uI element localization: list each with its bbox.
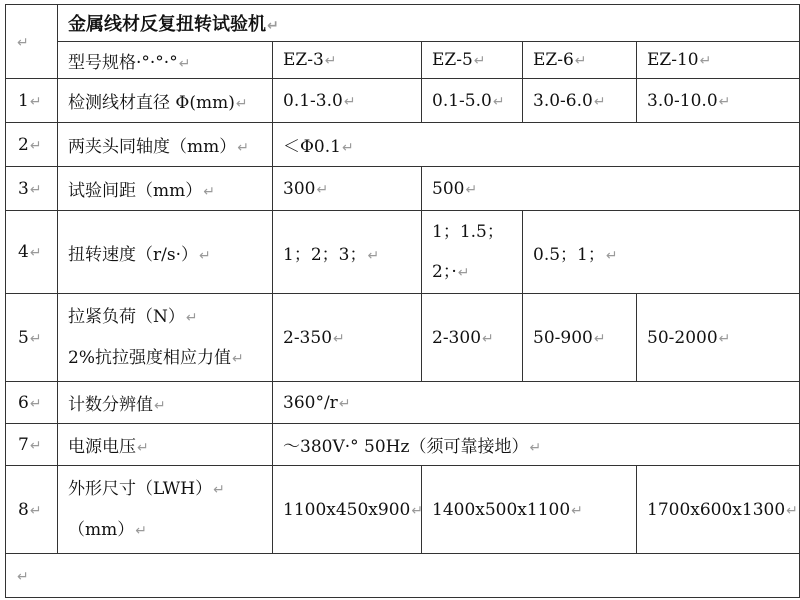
value-cell: 1；1.5； 2；·↵	[422, 211, 523, 294]
row-number: 3↵	[6, 167, 58, 211]
table-row	[6, 79, 800, 123]
table-row	[6, 5, 800, 42]
table-row	[6, 211, 800, 294]
row-name: 计数分辨值↵	[58, 382, 273, 424]
empty-footer-cell: ↵	[6, 554, 800, 598]
table-row	[6, 123, 800, 167]
table-row	[6, 424, 800, 466]
value-cell: 3.0-6.0↵	[523, 79, 637, 123]
table-row	[6, 382, 800, 424]
row-number: 4↵	[6, 211, 58, 294]
row-number: 5↵	[6, 294, 58, 382]
model-label: 型号规格·°·°·°↵	[58, 42, 273, 79]
row-number: 8↵	[6, 466, 58, 554]
value-cell: 1；2；3；↵	[273, 211, 422, 294]
table-row	[6, 42, 800, 79]
row-number: 1↵	[6, 79, 58, 123]
model-cell: EZ-5↵	[422, 42, 523, 79]
row-name: 两夹头同轴度（mm）↵	[58, 123, 273, 167]
model-cell: EZ-10↵	[637, 42, 800, 79]
value-cell: 50-900↵	[523, 294, 637, 382]
value-cell: 500↵	[422, 167, 800, 211]
value-cell: 300↵	[273, 167, 422, 211]
value-cell: ～380V·° 50Hz（须可靠接地）↵	[273, 424, 800, 466]
model-cell: EZ-6↵	[523, 42, 637, 79]
value-cell: 1100x450x900↵	[273, 466, 422, 554]
row-number: 2↵	[6, 123, 58, 167]
corner-cell: ↵	[6, 5, 58, 79]
row-number: 6↵	[6, 382, 58, 424]
value-cell: 0.1-5.0↵	[422, 79, 523, 123]
row-name: 扭转速度（r/s·）↵	[58, 211, 273, 294]
value-cell: 3.0-10.0↵	[637, 79, 800, 123]
table-title: 金属线材反复扭转试验机↵	[58, 5, 800, 42]
value-cell: 2-350↵	[273, 294, 422, 382]
table-row	[6, 294, 800, 382]
value-cell: 50-2000↵	[637, 294, 800, 382]
table-row	[6, 554, 800, 598]
row-name: 外形尺寸（LWH）↵ （mm）↵	[58, 466, 273, 554]
value-cell: ＜Φ0.1↵	[273, 123, 800, 167]
value-cell: 0.1-3.0↵	[273, 79, 422, 123]
spec-table	[5, 4, 800, 598]
row-name: 试验间距（mm）↵	[58, 167, 273, 211]
row-number: 7↵	[6, 424, 58, 466]
value-cell: 1700x600x1300↵	[637, 466, 800, 554]
model-cell: EZ-3↵	[273, 42, 422, 79]
table-row	[6, 167, 800, 211]
value-cell: 1400x500x1100↵	[422, 466, 637, 554]
value-cell: 360°/r↵	[273, 382, 800, 424]
row-name: 拉紧负荷（N）↵ 2%抗拉强度相应力值↵	[58, 294, 273, 382]
row-name: 电源电压↵	[58, 424, 273, 466]
value-cell: 0.5；1；↵	[523, 211, 800, 294]
table-row	[6, 466, 800, 554]
row-name: 检测线材直径 Φ(mm)↵	[58, 79, 273, 123]
value-cell: 2-300↵	[422, 294, 523, 382]
